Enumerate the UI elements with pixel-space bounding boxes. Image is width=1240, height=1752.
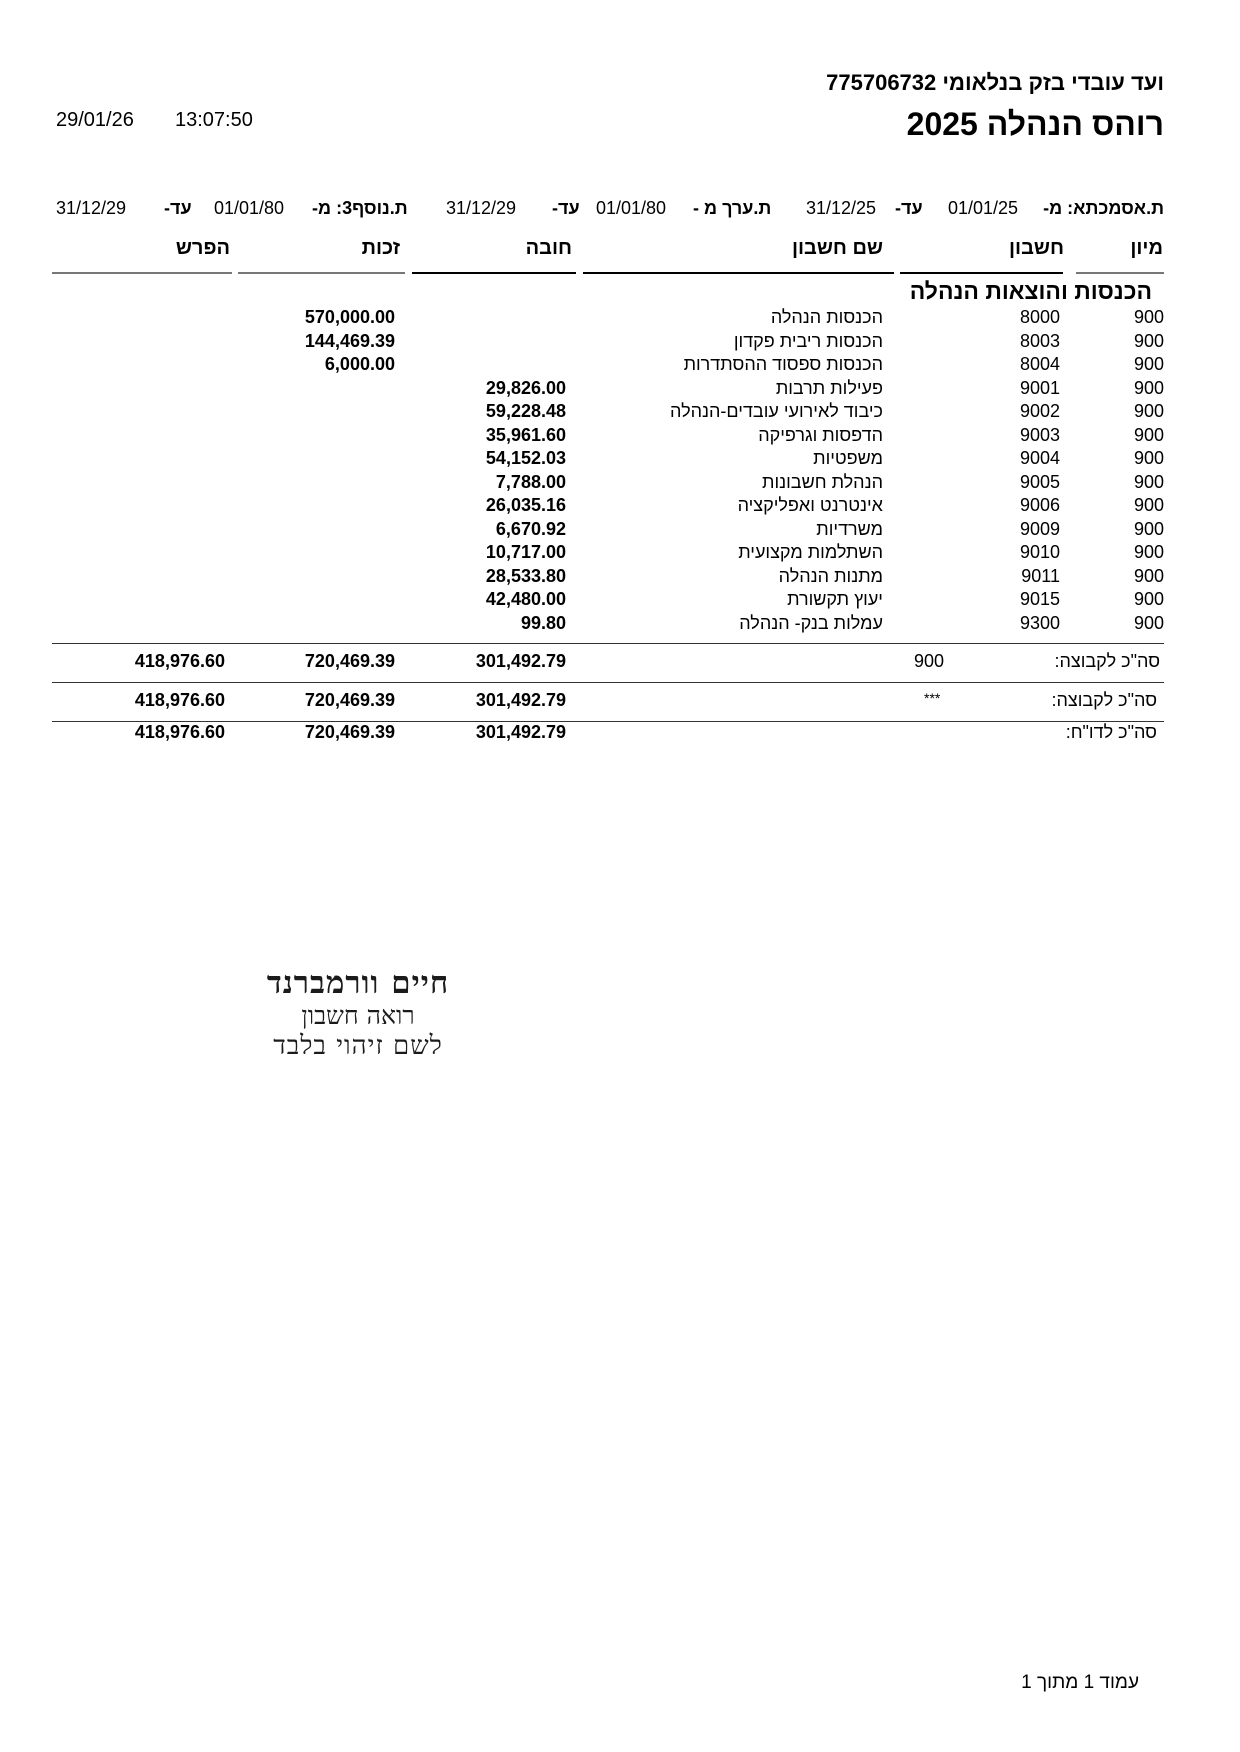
- cell-debit: 10,717.00: [485, 542, 566, 562]
- cell-sort: 900: [1133, 518, 1164, 539]
- cell-debit: 7,788.00: [495, 471, 566, 492]
- cell-account-name: עמלות בנק- הנהלה: [739, 612, 883, 633]
- table-row: [0, 589, 1240, 612]
- stamp-name: חיים וורמברנד: [266, 965, 450, 1001]
- column-header-account: חשבון: [1009, 237, 1064, 259]
- extra-to-label: עד-: [164, 198, 192, 218]
- totals-separator: [52, 643, 1164, 644]
- print-time: 13:07:50: [175, 109, 253, 131]
- totals-difference: 418,976.60: [134, 722, 225, 742]
- cell-sort: 900: [1133, 377, 1164, 398]
- cell-account-name: משרדיות: [816, 518, 883, 539]
- cell-account-name: הכנסות הנהלה: [770, 307, 883, 327]
- cell-sort: 900: [1133, 589, 1164, 609]
- totals-separator: [52, 682, 1164, 683]
- cell-debit: 35,961.60: [485, 424, 566, 445]
- table-row: [0, 472, 1240, 495]
- cell-account-name: הכנסות ספסוד ההסתדרות: [683, 354, 883, 374]
- cell-sort: 900: [1133, 612, 1164, 633]
- table-row: [0, 378, 1240, 401]
- column-header-sort: מיון: [1130, 237, 1163, 259]
- cell-account: 9015: [1019, 589, 1060, 609]
- cell-debit: 29,826.00: [485, 377, 566, 398]
- table-row: [0, 401, 1240, 424]
- table-row: [0, 354, 1240, 377]
- table-row: [0, 542, 1240, 565]
- cell-account-name: אינטרנט ואפליקציה: [737, 495, 883, 515]
- cell-account-name: פעילות תרבות: [775, 377, 883, 398]
- table-row: [0, 331, 1240, 354]
- cell-account: 9009: [1019, 518, 1060, 539]
- print-date: 29/01/26: [56, 109, 134, 131]
- stamp-note: לשם זיהוי בלבד: [273, 1031, 443, 1061]
- header-underline-difference: [52, 272, 232, 274]
- header-underline-account: [900, 272, 1063, 274]
- column-header-credit: זכות: [361, 237, 400, 259]
- extra-date-from: 01/01/80: [214, 198, 285, 218]
- cell-sort: 900: [1133, 424, 1164, 445]
- cell-debit: 26,035.16: [485, 495, 566, 515]
- column-header-account-name: שם חשבון: [791, 237, 883, 259]
- cell-sort: 900: [1133, 542, 1164, 562]
- cell-credit: 570,000.00: [304, 307, 395, 327]
- table-row: [0, 613, 1240, 636]
- cell-debit: 54,152.03: [485, 448, 566, 468]
- cell-debit: 59,228.48: [485, 401, 566, 421]
- totals-credit: 720,469.39: [304, 722, 395, 742]
- cell-sort: 900: [1133, 448, 1164, 468]
- totals-credit: 720,469.39: [304, 651, 395, 671]
- cell-sort: 900: [1133, 330, 1164, 351]
- ref-date-label: ת.אסמכתא: מ-: [1043, 198, 1164, 218]
- stamp-title: רואה חשבון: [301, 1001, 415, 1030]
- table-row: [0, 566, 1240, 589]
- table-row: [0, 448, 1240, 471]
- cell-account: 9010: [1019, 542, 1060, 562]
- cell-sort: 900: [1133, 471, 1164, 492]
- cell-account: 9001: [1019, 377, 1060, 398]
- page-number: עמוד 1 מתוך 1: [1021, 1672, 1139, 1693]
- value-date-to: 31/12/29: [446, 198, 517, 218]
- extra-date-to: 31/12/29: [56, 198, 127, 218]
- cell-debit: 99.80: [520, 612, 566, 633]
- cell-account-name: הכנסות ריבית פקדון: [733, 330, 883, 351]
- cell-account-name: הדפסות וגרפיקה: [758, 424, 883, 445]
- column-header-difference: הפרש: [175, 237, 230, 259]
- cell-account-name: השתלמות מקצועית: [738, 542, 883, 562]
- cell-account: 8003: [1019, 330, 1060, 351]
- cell-account-name: יעוץ תקשורת: [787, 589, 883, 609]
- totals-debit: 301,492.79: [475, 690, 566, 710]
- value-date-from: 01/01/80: [596, 198, 667, 218]
- cell-account: 9005: [1019, 471, 1060, 492]
- ref-date-to: 31/12/25: [806, 198, 877, 218]
- cell-account: 9300: [1019, 612, 1060, 633]
- section-title: הכנסות והוצאות הנהלה: [909, 278, 1152, 304]
- table-row: [0, 519, 1240, 542]
- cell-sort: 900: [1133, 354, 1164, 374]
- cell-credit: 6,000.00: [324, 354, 395, 374]
- totals-group-code: ***: [924, 690, 941, 706]
- cell-debit: 6,670.92: [495, 518, 566, 539]
- header-underline-credit: [238, 272, 405, 274]
- report-title: רוהס הנהלה 2025: [906, 106, 1164, 142]
- totals-label: סה"כ לדו"ח:: [1065, 722, 1157, 742]
- totals-credit: 720,469.39: [304, 690, 395, 710]
- cell-account: 9003: [1019, 424, 1060, 445]
- cell-account: 9002: [1019, 401, 1060, 421]
- cell-account: 9011: [1021, 565, 1060, 586]
- ref-to-label: עד-: [895, 198, 923, 218]
- extra-date-label: ת.נוסף3: מ-: [312, 198, 408, 218]
- cell-account-name: משפטיות: [813, 448, 883, 468]
- cell-account: 9004: [1019, 448, 1060, 468]
- cell-sort: 900: [1133, 307, 1164, 327]
- header-underline-account-name: [583, 272, 894, 274]
- cell-debit: 28,533.80: [485, 565, 566, 586]
- column-header-debit: חובה: [525, 237, 572, 259]
- totals-debit: 301,492.79: [475, 651, 566, 671]
- totals-difference: 418,976.60: [134, 651, 225, 671]
- table-row: [0, 495, 1240, 518]
- organization-name: ועד עובדי בזק בנלאומי 775706732: [826, 70, 1164, 95]
- cell-account-name: מתנות הנהלה: [778, 565, 883, 586]
- ref-date-from: 01/01/25: [948, 198, 1019, 218]
- cell-debit: 42,480.00: [485, 589, 566, 609]
- cell-account-name: כיבוד לאירועי עובדים-הנהלה: [670, 401, 883, 421]
- totals-label: סה"כ לקבוצה:: [1051, 690, 1157, 710]
- cell-account: 9006: [1019, 495, 1060, 515]
- cell-account-name: הנהלת חשבונות: [762, 471, 883, 492]
- cell-account: 8000: [1019, 307, 1060, 327]
- cell-account: 8004: [1019, 354, 1060, 374]
- table-row: [0, 425, 1240, 448]
- value-date-label: ת.ערך מ -: [693, 198, 772, 218]
- table-row: [0, 307, 1240, 330]
- header-underline-sort: [1076, 272, 1164, 274]
- totals-debit: 301,492.79: [475, 722, 566, 742]
- accountant-stamp: [228, 965, 488, 1061]
- totals-label: סה"כ לקבוצה:: [1054, 651, 1160, 671]
- cell-sort: 900: [1133, 565, 1164, 586]
- value-to-label: עד-: [552, 198, 580, 218]
- cell-credit: 144,469.39: [304, 330, 395, 351]
- header-underline-debit: [412, 272, 576, 274]
- cell-sort: 900: [1133, 495, 1164, 515]
- totals-difference: 418,976.60: [134, 690, 225, 710]
- totals-group-code: 900: [914, 651, 945, 671]
- cell-sort: 900: [1133, 401, 1164, 421]
